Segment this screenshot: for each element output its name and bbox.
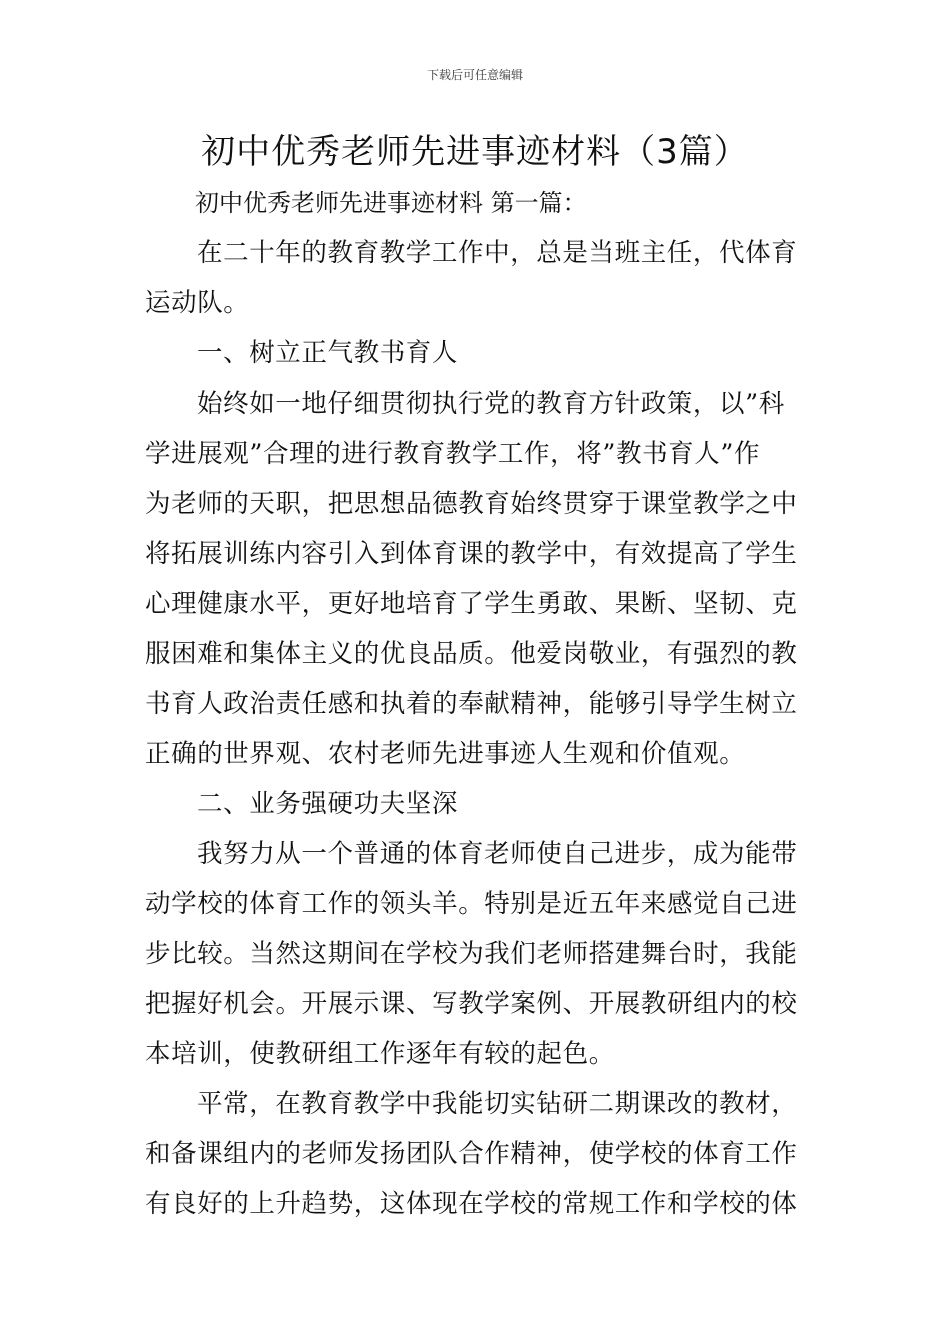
paragraph-line: 为老师的天职，把思想品德教育始终贯穿于课堂教学之中 bbox=[145, 489, 798, 519]
paragraph-line: 学进展观”合理的进行教育教学工作，将”教书育人”作 bbox=[145, 439, 761, 469]
paragraph-line: 在二十年的教育教学工作中，总是当班主任，代体育 bbox=[197, 238, 798, 268]
page-title: 初中优秀老师先进事迹材料（3篇） bbox=[201, 132, 749, 172]
paragraph-line: 我努力从一个普通的体育老师使自己进步，成为能带 bbox=[197, 839, 798, 869]
page-header: 下载后可任意编辑 bbox=[426, 68, 523, 82]
paragraph-line: 服困难和集体主义的优良品质。他爱岗敬业，有强烈的教 bbox=[145, 639, 798, 669]
paragraph-line: 始终如一地仔细贯彻执行党的教育方针政策，以”科 bbox=[197, 389, 785, 419]
paragraph-line: 平常，在教育教学中我能切实钻研二期课改的教材， bbox=[197, 1089, 798, 1119]
paragraph-line: 心理健康水平，更好地培育了学生勇敢、果断、坚韧、克 bbox=[145, 589, 798, 619]
paragraph-line: 动学校的体育工作的领头羊。特别是近五年来感觉自己进 bbox=[145, 889, 798, 919]
paragraph-line: 本培训，使教研组工作逐年有较的起色。 bbox=[145, 1039, 615, 1069]
paragraph-line: 正确的世界观、农村老师先进事迹人生观和价值观。 bbox=[145, 739, 746, 769]
paragraph-line: 把握好机会。开展示课、写教学案例、开展教研组内的校 bbox=[145, 989, 798, 1019]
section-heading: 一、树立正气教书育人 bbox=[197, 338, 459, 368]
paragraph-line: 将拓展训练内容引入到体育课的教学中，有效提高了学生 bbox=[145, 539, 798, 569]
paragraph-line: 有良好的上升趋势，这体现在学校的常规工作和学校的体 bbox=[145, 1189, 798, 1219]
paragraph-line: 和备课组内的老师发扬团队合作精神，使学校的体育工作 bbox=[145, 1139, 798, 1169]
paragraph-line: 书育人政治责任感和执着的奉献精神，能够引导学生树立 bbox=[145, 689, 798, 719]
paragraph-line: 运动队。 bbox=[145, 288, 250, 318]
section-subtitle: 初中优秀老师先进事迹材料 第一篇： bbox=[195, 189, 587, 217]
section-heading: 二、业务强硬功夫坚深 bbox=[197, 789, 459, 819]
paragraph-line: 步比较。当然这期间在学校为我们老师搭建舞台时，我能 bbox=[145, 939, 798, 969]
